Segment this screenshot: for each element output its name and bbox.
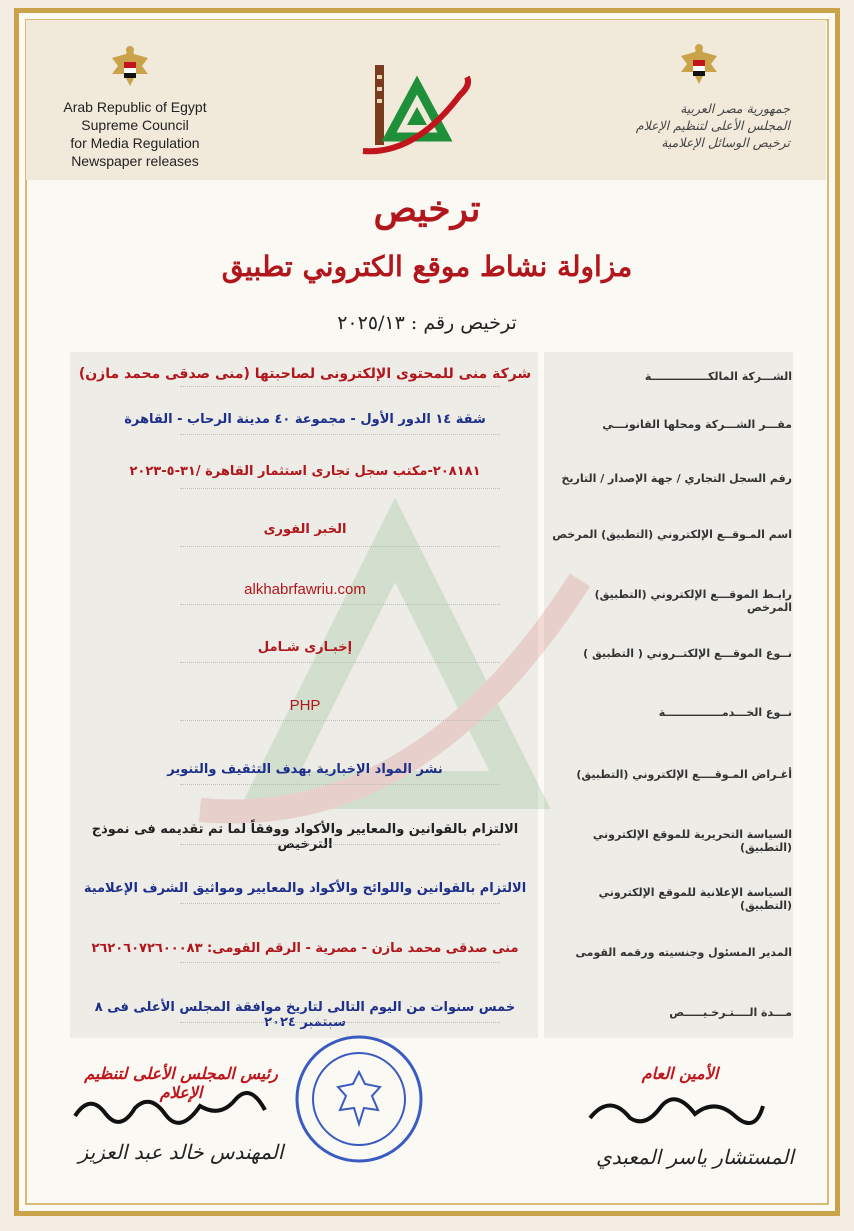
- dotted-line: [180, 546, 500, 547]
- row-label: السياسة التحريرية للموقع الإلكتروني (التطبيق): [592, 828, 792, 854]
- row-label: مـــدة الــــتـرخـيـــــص: [669, 1006, 792, 1019]
- row-value: خمس سنوات من اليوم التالى لتاريخ موافقة المجلس الأعلى فى ٨ سبتمبر ٢٠٢٤: [94, 1000, 516, 1030]
- chairman-name: المهندس خالد عبد العزيز: [78, 1140, 284, 1164]
- arabic-header: [590, 100, 790, 151]
- row-value: إخبـارى شـامل: [257, 640, 353, 655]
- row-value: منى صدقى محمد مازن - مصرية - الرقم القومى: ٢٦٢٠٦٠٧٢٦٠٠٠٨٣: [91, 941, 519, 956]
- arabic-line: المجلس الأعلى لتنظيم الإعلام: [635, 118, 790, 133]
- english-line: Newspaper releases: [71, 153, 199, 169]
- dotted-line: [180, 1022, 500, 1023]
- row-value: شقة ١٤ الدور الأول - مجموعة ٤٠ مدينة الرحاب - القاهرة: [124, 412, 486, 427]
- english-header: [40, 98, 230, 170]
- row-label: مقـــر الشـــركة ومحلها القانونـــي: [602, 418, 792, 431]
- dotted-line: [180, 720, 500, 721]
- official-stamp-icon: [292, 1032, 426, 1166]
- row-value: الالتزام بالقوانين واللوائح والأكواد والمعايير ومواثيق الشرف الإعلامية: [83, 881, 527, 896]
- row-value: PHP: [289, 697, 321, 714]
- secretary-signature-icon: [585, 1088, 765, 1132]
- row-label: نــوع الخـــدمـــــــــــــــة: [658, 706, 792, 719]
- row-value: شركة منى للمحتوى الإلكترونى لصاحبتها (منى صدقى محمد مازن): [78, 366, 532, 382]
- certificate-title: ترخيص: [373, 188, 481, 230]
- arabic-line: ترخيص الوسائل الإعلامية: [661, 135, 790, 150]
- dotted-line: [180, 604, 500, 605]
- dotted-line: [180, 434, 500, 435]
- row-value: الخبر الفورى: [263, 522, 347, 537]
- row-label: المدير المسئول وجنسيته ورقمه القومى: [575, 946, 792, 959]
- english-line: for Media Regulation: [70, 135, 200, 151]
- row-label: أغـراض المـوقــــع الإلكتروني (التطبيق): [576, 768, 792, 781]
- row-value: الالتزام بالقوانين والمعايير والأكواد ووفقاً لما تم تقديمه فى نموذج الترخيص: [91, 822, 519, 852]
- secretary-name: المستشار ياسر المعبدي: [596, 1145, 794, 1169]
- row-value: alkhabrfawriu.com: [244, 581, 366, 598]
- dotted-line: [180, 488, 500, 489]
- chairman-signature-icon: [70, 1088, 270, 1128]
- eagle-emblem-icon: [677, 38, 721, 94]
- dotted-line: [180, 386, 500, 387]
- eagle-emblem-icon: [108, 40, 152, 96]
- dotted-line: [180, 844, 500, 845]
- row-label: نــوع الموقـــع الإلكتــروني ( التطبيق ): [583, 647, 792, 660]
- english-line: Arab Republic of Egypt: [63, 99, 207, 115]
- dotted-line: [180, 784, 500, 785]
- council-logo-icon: [355, 55, 475, 165]
- arabic-line: جمهورية مصر العربية: [680, 101, 790, 116]
- row-label: اسم المـوقــع الإلكتروني (التطبيق) المرخص: [552, 528, 792, 541]
- dotted-line: [180, 903, 500, 904]
- certificate-subtitle: مزاولة نشاط موقع الكتروني تطبيق: [221, 250, 633, 283]
- row-label: رقم السجل التجاري / جهة الإصدار / التاريخ: [561, 472, 792, 485]
- row-label: رابـط الموقـــع الإلكتروني (التطبيق) المرخص: [594, 588, 792, 614]
- english-line: Supreme Council: [81, 117, 189, 133]
- dotted-line: [180, 962, 500, 963]
- secretary-title: الأمين العام: [641, 1064, 719, 1083]
- chairman-title: رئيس المجلس الأعلى لتنظيم الإعلام: [84, 1064, 278, 1102]
- row-label: السياسة الإعلانية للموقع الإلكتروني (التطبيق): [598, 886, 792, 912]
- row-label: الشـــركة المالكـــــــــــــــة: [644, 370, 792, 383]
- row-value: نشر المواد الإخبارية بهدف التثقيف والتنوير: [167, 762, 443, 777]
- dotted-line: [180, 662, 500, 663]
- license-number: ترخيص رقم : ٢٠٢٥/١٣: [337, 312, 517, 334]
- row-value: ٢٠٨١٨١-مكتب سجل تجارى استثمار القاهرة /٣١-٥-٢٠٢٣: [129, 464, 481, 479]
